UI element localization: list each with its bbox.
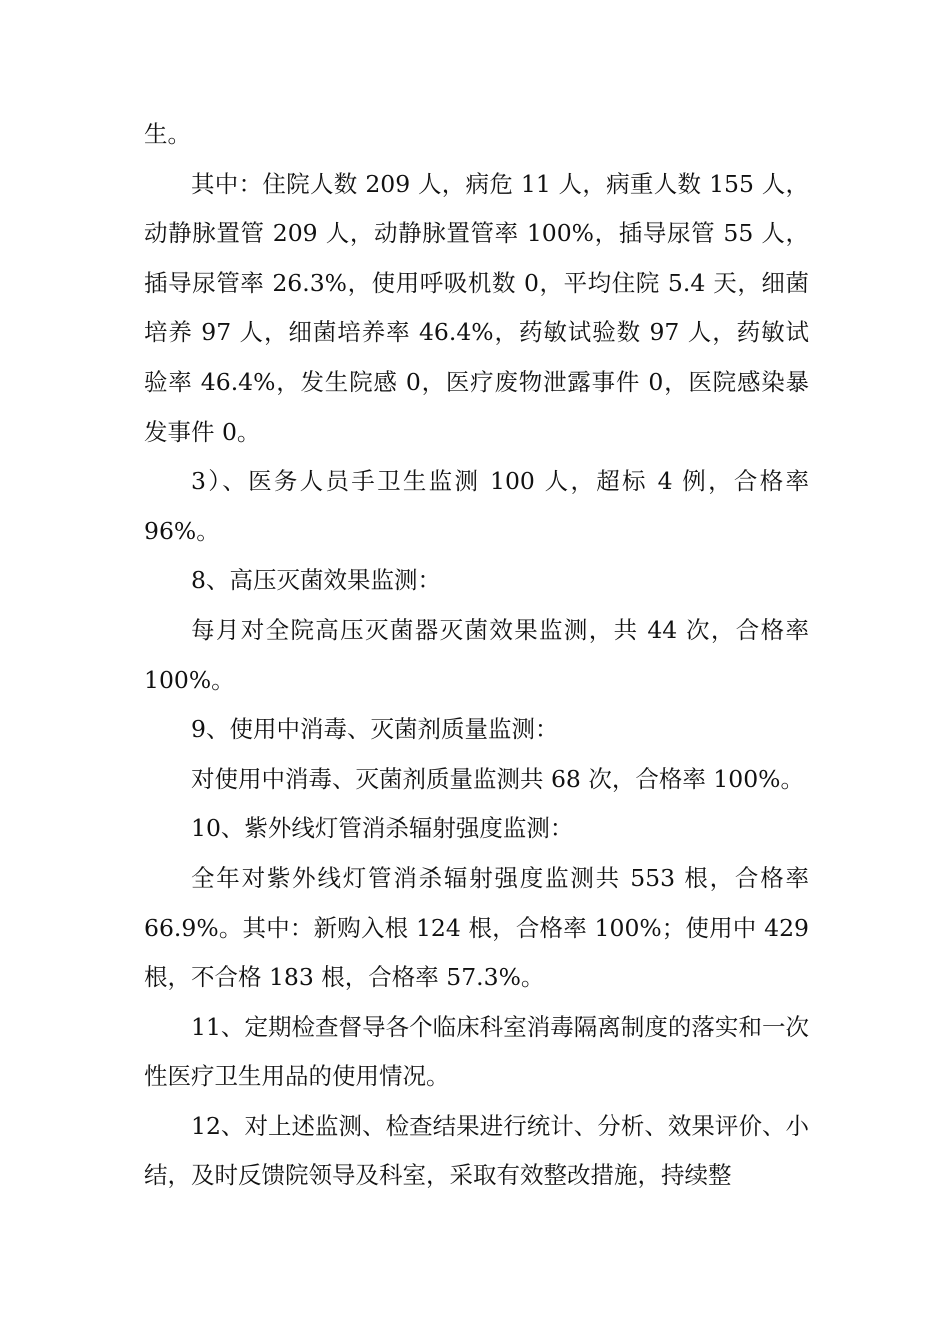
- paragraph-continuation: 生。: [144, 120, 191, 148]
- paragraph-disinfectant-results: 对使用中消毒、灭菌剂质量监测共 68 次，合格率 100%。: [191, 764, 804, 793]
- paragraph-hand-hygiene: 3）、医务人员手卫生监测 100 人，超标 4 例，合格率 96%。: [144, 467, 809, 545]
- paragraph-sterilizer-results: 每月对全院高压灭菌器灭菌效果监测，共 44 次，合格率 100%。: [144, 615, 809, 694]
- paragraph-item-11: 11、定期检查督导各个临床科室消毒隔离制度的落实和一次性医疗卫生用品的使用情况。: [144, 1012, 809, 1091]
- paragraph-uv-lamp-results: 全年对紫外线灯管消杀辐射强度监测共 553 根，合格率 66.9%。其中：新购入根 124 根，合格率 100%；使用中 429 根，不合格 183 根，合格率 57.3%。: [144, 863, 809, 992]
- paragraph-inpatient-statistics: 其中：住院人数 209 人，病危 11 人，病重人数 155 人，动静脉置管 209 人，动静脉置管率 100%，插导尿管 55 人，插导尿管率 26.3%，使用呼吸机数 0，平均住院 5.4 天，细菌培养 97 人，细菌培养率 46.4%，药敏试验数 97 人，药敏试验率 46.4%，发生院感 0，医疗废物泄露事件 0，医院感染暴发事件 0。: [144, 169, 809, 446]
- heading-uv-lamp-monitoring: 10、紫外线灯管消杀辐射强度监测：: [191, 814, 574, 843]
- paragraph-item-12: 12、对上述监测、检查结果进行统计、分析、效果评价、小结，及时反馈院领导及科室，采取有效整改措施，持续整: [144, 1111, 809, 1190]
- heading-disinfectant-monitoring: 9、使用中消毒、灭菌剂质量监测：: [191, 715, 559, 744]
- heading-sterilization-monitoring: 8、高压灭菌效果监测：: [191, 566, 441, 595]
- document-body: [144, 110, 809, 1201]
